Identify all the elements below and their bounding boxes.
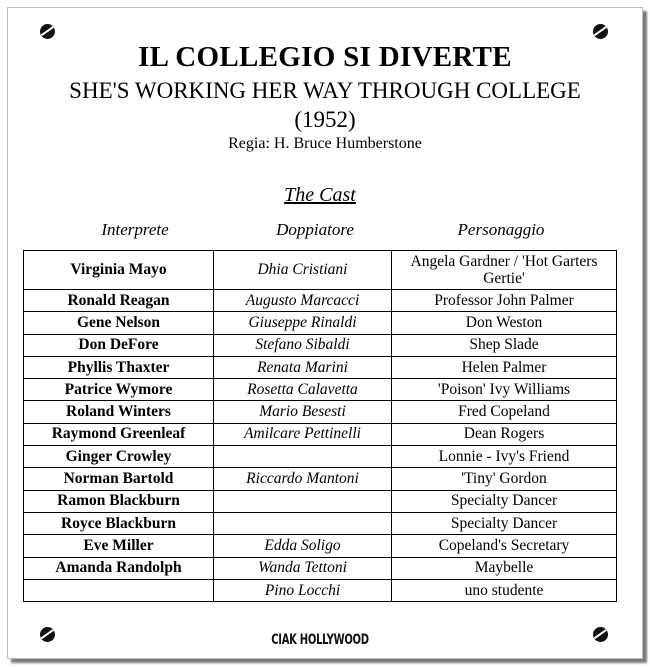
role-cell: 'Tiny' Gordon	[392, 468, 617, 490]
role-cell: Lonnie - Ivy's Friend	[392, 446, 617, 468]
actor-cell: Ronald Reagan	[24, 290, 214, 312]
ciak-hollywood-logo: CIAK HOLLYWOOD	[271, 632, 369, 649]
role-cell: Angela Gardner / 'Hot Garters Gertie'	[392, 251, 617, 290]
role-cell: Shep Slade	[392, 334, 617, 356]
role-cell: Maybelle	[392, 557, 617, 579]
role-cell: Specialty Dancer	[392, 490, 617, 512]
table-row	[24, 557, 617, 579]
actor-cell: Phyllis Thaxter	[24, 356, 214, 378]
table-row	[24, 379, 617, 401]
cast-heading: The Cast	[284, 184, 356, 206]
dubber-cell: Mario Besesti	[214, 401, 392, 423]
actor-cell: Eve Miller	[24, 535, 214, 557]
table-row	[24, 401, 617, 423]
actor-cell: Patrice Wymore	[24, 379, 214, 401]
role-cell: Professor John Palmer	[392, 290, 617, 312]
dubber-cell: Pino Locchi	[214, 579, 392, 601]
actor-cell: Raymond Greenleaf	[24, 423, 214, 445]
dubber-cell: Wanda Tettoni	[214, 557, 392, 579]
role-cell: Dean Rogers	[392, 423, 617, 445]
dubber-cell: Stefano Sibaldi	[214, 334, 392, 356]
page-title: IL COLLEGIO SI DIVERTE	[138, 41, 512, 73]
table-row	[24, 423, 617, 445]
actor-cell: Roland Winters	[24, 401, 214, 423]
screw-top-right-icon	[593, 24, 608, 39]
table-row	[24, 446, 617, 468]
dubber-cell: Amilcare Pettinelli	[214, 423, 392, 445]
role-cell: Don Weston	[392, 312, 617, 334]
actor-cell: Gene Nelson	[24, 312, 214, 334]
dubber-cell: Riccardo Mantoni	[214, 468, 392, 490]
original-title: SHE'S WORKING HER WAY THROUGH COLLEGE	[69, 78, 581, 103]
dubber-cell	[214, 490, 392, 512]
role-cell: Fred Copeland	[392, 401, 617, 423]
dubber-cell: Renata Marini	[214, 356, 392, 378]
role-cell: Copeland's Secretary	[392, 535, 617, 557]
actor-cell: Ginger Crowley	[24, 446, 214, 468]
dubber-cell	[214, 512, 392, 534]
actor-cell: Norman Bartold	[24, 468, 214, 490]
role-cell: 'Poison' Ivy Williams	[392, 379, 617, 401]
table-row	[24, 468, 617, 490]
role-cell: uno studente	[392, 579, 617, 601]
column-header-role: Personaggio	[457, 220, 545, 239]
dubber-cell	[214, 446, 392, 468]
role-cell: Helen Palmer	[392, 356, 617, 378]
table-row	[24, 251, 617, 290]
dubber-cell: Dhia Cristiani	[214, 251, 392, 290]
cast-table	[23, 250, 617, 602]
actor-cell: Don DeFore	[24, 334, 214, 356]
table-row	[24, 535, 617, 557]
dubber-cell: Augusto Marcacci	[214, 290, 392, 312]
screw-top-left-icon	[40, 24, 55, 39]
actor-cell: Virginia Mayo	[24, 251, 214, 290]
column-header-dubber: Doppiatore	[276, 220, 354, 239]
table-row	[24, 334, 617, 356]
table-row	[24, 290, 617, 312]
actor-cell: Ramon Blackburn	[24, 490, 214, 512]
table-row	[24, 312, 617, 334]
table-row	[24, 356, 617, 378]
actor-cell	[24, 579, 214, 601]
table-row	[24, 490, 617, 512]
director-credit: Regia: H. Bruce Humberstone	[228, 135, 422, 152]
column-header-actor: Interprete	[101, 220, 169, 239]
role-cell: Specialty Dancer	[392, 512, 617, 534]
release-year: (1952)	[294, 107, 356, 132]
actor-cell: Amanda Randolph	[24, 557, 214, 579]
table-row	[24, 579, 617, 601]
dubber-cell: Edda Soligo	[214, 535, 392, 557]
dubber-cell: Giuseppe Rinaldi	[214, 312, 392, 334]
actor-cell: Royce Blackburn	[24, 512, 214, 534]
table-row	[24, 512, 617, 534]
dubber-cell: Rosetta Calavetta	[214, 379, 392, 401]
